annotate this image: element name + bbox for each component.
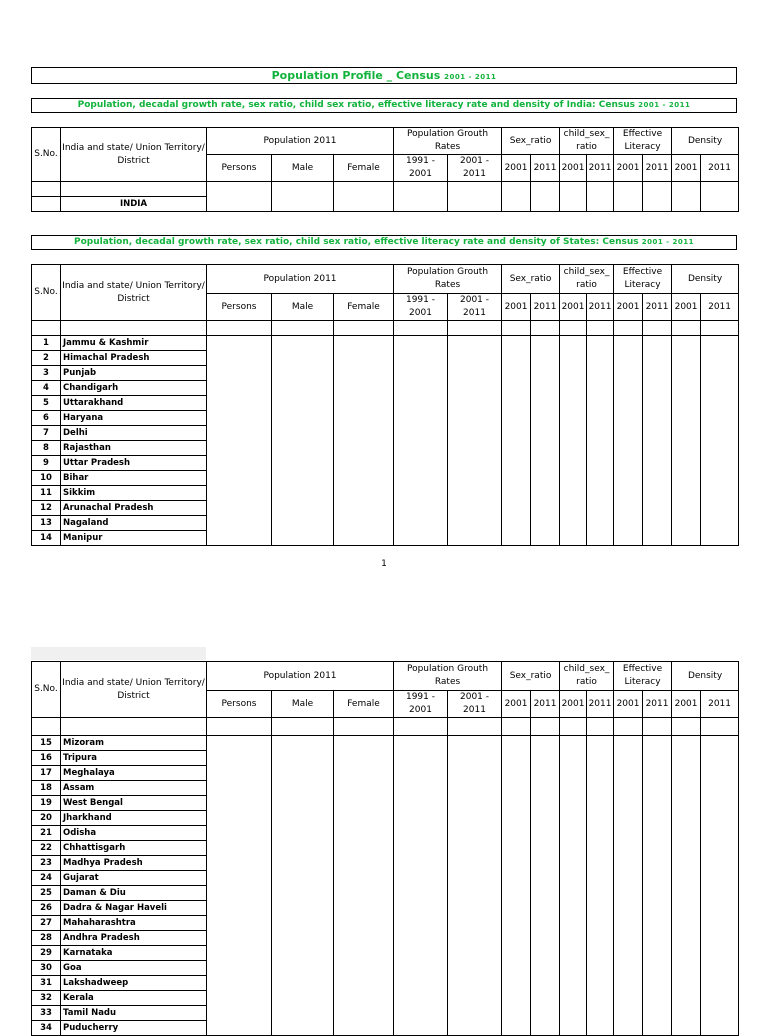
row-state-name: Arunachal Pradesh: [61, 501, 207, 516]
india-row-label: INDIA: [61, 197, 207, 212]
row-state-name: Rajasthan: [61, 441, 207, 456]
header-growth: Population Grouth Rates: [394, 128, 502, 155]
data-cell: [448, 736, 502, 1036]
states-table-page1: [31, 264, 739, 546]
data-cell: [643, 736, 672, 1036]
header-density: Density: [672, 265, 739, 294]
row-state-name: Tripura: [61, 751, 207, 766]
row-state-name: West Bengal: [61, 796, 207, 811]
header-area: India and state/ Union Territory/ District: [61, 265, 207, 321]
header-female: Female: [334, 294, 394, 321]
row-state-name: Uttarakhand: [61, 396, 207, 411]
row-sno: 7: [32, 426, 61, 441]
row-state-name: Mahaharashtra: [61, 916, 207, 931]
header-growth-1991-2001: 1991 - 2001: [394, 691, 448, 718]
header-sno: S.No.: [32, 265, 61, 321]
header-literacy-2001: 2001: [614, 155, 643, 182]
header-child-sex-ratio: child_sex_ ratio: [560, 128, 614, 155]
row-sno: 18: [32, 781, 61, 796]
page-number: 1: [381, 559, 387, 569]
row-state-name: Daman & Diu: [61, 886, 207, 901]
table-row: [32, 182, 739, 197]
header-child-2001: 2001: [560, 691, 587, 718]
header-persons: Persons: [207, 691, 272, 718]
row-sno: 19: [32, 796, 61, 811]
header-population: Population 2011: [207, 662, 394, 691]
header-male: Male: [272, 691, 334, 718]
header-literacy-2011: 2011: [643, 294, 672, 321]
states-table-header: [32, 265, 739, 321]
row-state-name: Kerala: [61, 991, 207, 1006]
row-sno: 32: [32, 991, 61, 1006]
data-cell: [272, 336, 334, 546]
header-male: Male: [272, 294, 334, 321]
row-sno: 26: [32, 901, 61, 916]
row-state-name: Lakshadweep: [61, 976, 207, 991]
row-sno: 12: [32, 501, 61, 516]
row-sno: 16: [32, 751, 61, 766]
header-sex-ratio-2001: 2001: [502, 691, 531, 718]
header-literacy-2001: 2001: [614, 294, 643, 321]
header-area: India and state/ Union Territory/ District: [61, 128, 207, 182]
main-title: [31, 67, 737, 84]
header-female: Female: [334, 691, 394, 718]
row-state-name: Punjab: [61, 366, 207, 381]
data-cell: [701, 336, 739, 546]
header-density-2001: 2001: [672, 155, 701, 182]
india-section-title-text: Population, decadal growth rate, sex ratio, child sex ratio, effective literacy rate and density of India: Census: [77, 100, 639, 110]
header-sex-ratio: Sex_ratio: [502, 265, 560, 294]
row-state-name: Karnataka: [61, 946, 207, 961]
row-state-name: Haryana: [61, 411, 207, 426]
row-sno: 4: [32, 381, 61, 396]
row-sno: 24: [32, 871, 61, 886]
row-state-name: Mizoram: [61, 736, 207, 751]
row-state-name: Gujarat: [61, 871, 207, 886]
row-sno: 22: [32, 841, 61, 856]
header-literacy: Effective Literacy: [614, 265, 672, 294]
data-cell: [502, 736, 531, 1036]
table-row: [32, 736, 739, 751]
header-child-2001: 2001: [560, 155, 587, 182]
header-growth: Population Grouth Rates: [394, 662, 502, 691]
row-state-name: Jammu & Kashmir: [61, 336, 207, 351]
data-cell: [502, 336, 531, 546]
row-sno: 30: [32, 961, 61, 976]
row-sno: 14: [32, 531, 61, 546]
header-density-2011: 2011: [701, 294, 739, 321]
row-sno: 10: [32, 471, 61, 486]
row-sno: 28: [32, 931, 61, 946]
row-sno: 8: [32, 441, 61, 456]
header-sno: S.No.: [32, 128, 61, 182]
header-persons: Persons: [207, 294, 272, 321]
row-sno: 25: [32, 886, 61, 901]
row-state-name: Tamil Nadu: [61, 1006, 207, 1021]
data-cell: [614, 736, 643, 1036]
header-density: Density: [672, 128, 739, 155]
header-sex-ratio-2001: 2001: [502, 155, 531, 182]
row-state-name: Madhya Pradesh: [61, 856, 207, 871]
row-state-name: Chhattisgarh: [61, 841, 207, 856]
row-state-name: Odisha: [61, 826, 207, 841]
row-state-name: Jharkhand: [61, 811, 207, 826]
header-shading: [31, 647, 206, 660]
india-section-title-years: 2001 - 2011: [638, 101, 691, 109]
row-state-name: Goa: [61, 961, 207, 976]
header-sex-ratio: Sex_ratio: [502, 128, 560, 155]
row-state-name: Nagaland: [61, 516, 207, 531]
row-state-name: Puducherry: [61, 1021, 207, 1036]
row-sno: 34: [32, 1021, 61, 1036]
main-title-text: Population Profile _ Census: [271, 69, 445, 82]
states-section-title-years: 2001 - 2011: [641, 238, 694, 246]
header-density-2001: 2001: [672, 691, 701, 718]
header-male: Male: [272, 155, 334, 182]
india-section-title: [31, 98, 737, 113]
india-table-header: [32, 128, 739, 182]
data-cell: [334, 736, 394, 1036]
header-sex-ratio-2011: 2011: [531, 294, 560, 321]
header-child-2011: 2011: [587, 155, 614, 182]
row-sno: 11: [32, 486, 61, 501]
states-table-page2: [31, 661, 739, 1036]
header-sex-ratio-2011: 2011: [531, 691, 560, 718]
row-state-name: Uttar Pradesh: [61, 456, 207, 471]
table-row: [32, 718, 739, 736]
states-table-page2-body: [32, 718, 739, 1036]
row-sno: 1: [32, 336, 61, 351]
header-child-2001: 2001: [560, 294, 587, 321]
header-female: Female: [334, 155, 394, 182]
states-table-page2-header: [32, 662, 739, 718]
header-sex-ratio: Sex_ratio: [502, 662, 560, 691]
header-literacy-2011: 2011: [643, 155, 672, 182]
row-state-name: Assam: [61, 781, 207, 796]
row-sno: 5: [32, 396, 61, 411]
header-density: Density: [672, 662, 739, 691]
row-state-name: Meghalaya: [61, 766, 207, 781]
row-state-name: Dadra & Nagar Haveli: [61, 901, 207, 916]
states-table-page1-body: [32, 321, 739, 546]
data-cell: [672, 736, 701, 1036]
header-growth-2001-2011: 2001 - 2011: [448, 294, 502, 321]
header-literacy-2001: 2001: [614, 691, 643, 718]
table-row: [32, 321, 739, 336]
data-cell: [207, 736, 272, 1036]
header-child-sex-ratio: child_sex_ ratio: [560, 265, 614, 294]
data-cell: [531, 336, 560, 546]
row-sno: 6: [32, 411, 61, 426]
india-table: [31, 127, 739, 212]
row-sno: 17: [32, 766, 61, 781]
data-cell: [560, 336, 587, 546]
header-sno: S.No.: [32, 662, 61, 718]
row-state-name: Delhi: [61, 426, 207, 441]
header-growth-1991-2001: 1991 - 2001: [394, 294, 448, 321]
row-sno: 21: [32, 826, 61, 841]
data-cell: [587, 336, 614, 546]
data-cell: [560, 736, 587, 1036]
data-cell: [207, 336, 272, 546]
data-cell: [614, 336, 643, 546]
header-growth-2001-2011: 2001 - 2011: [448, 155, 502, 182]
header-literacy: Effective Literacy: [614, 662, 672, 691]
header-density-2011: 2011: [701, 691, 739, 718]
row-sno: 20: [32, 811, 61, 826]
header-sex-ratio-2001: 2001: [502, 294, 531, 321]
header-child-sex-ratio: child_sex_ ratio: [560, 662, 614, 691]
row-sno: 2: [32, 351, 61, 366]
data-cell: [531, 736, 560, 1036]
header-density-2011: 2011: [701, 155, 739, 182]
data-cell: [587, 736, 614, 1036]
data-cell: [701, 736, 739, 1036]
header-growth: Population Grouth Rates: [394, 265, 502, 294]
row-state-name: Bihar: [61, 471, 207, 486]
row-state-name: Himachal Pradesh: [61, 351, 207, 366]
row-state-name: Sikkim: [61, 486, 207, 501]
header-growth-2001-2011: 2001 - 2011: [448, 691, 502, 718]
row-sno: 29: [32, 946, 61, 961]
main-title-years: 2001 - 2011: [444, 73, 497, 81]
row-sno: 31: [32, 976, 61, 991]
states-section-title-text: Population, decadal growth rate, sex ratio, child sex ratio, effective literacy rate and density of States: Census: [73, 237, 642, 247]
data-cell: [394, 736, 448, 1036]
data-cell: [672, 336, 701, 546]
header-population: Population 2011: [207, 128, 394, 155]
header-population: Population 2011: [207, 265, 394, 294]
row-sno: 33: [32, 1006, 61, 1021]
row-sno: 9: [32, 456, 61, 471]
header-density-2001: 2001: [672, 294, 701, 321]
row-sno: 13: [32, 516, 61, 531]
header-persons: Persons: [207, 155, 272, 182]
header-child-2011: 2011: [587, 294, 614, 321]
data-cell: [643, 336, 672, 546]
header-area: India and state/ Union Territory/ District: [61, 662, 207, 718]
states-section-title: [31, 235, 737, 250]
data-cell: [394, 336, 448, 546]
data-cell: [448, 336, 502, 546]
row-sno: 23: [32, 856, 61, 871]
india-table-body: [32, 182, 739, 212]
row-state-name: Chandigarh: [61, 381, 207, 396]
header-child-2011: 2011: [587, 691, 614, 718]
row-state-name: Andhra Pradesh: [61, 931, 207, 946]
table-row: [32, 336, 739, 351]
header-literacy-2011: 2011: [643, 691, 672, 718]
header-literacy: Effective Literacy: [614, 128, 672, 155]
header-sex-ratio-2011: 2011: [531, 155, 560, 182]
row-sno: 15: [32, 736, 61, 751]
row-state-name: Manipur: [61, 531, 207, 546]
data-cell: [272, 736, 334, 1036]
row-sno: 3: [32, 366, 61, 381]
header-growth-1991-2001: 1991 - 2001: [394, 155, 448, 182]
row-sno: 27: [32, 916, 61, 931]
data-cell: [334, 336, 394, 546]
